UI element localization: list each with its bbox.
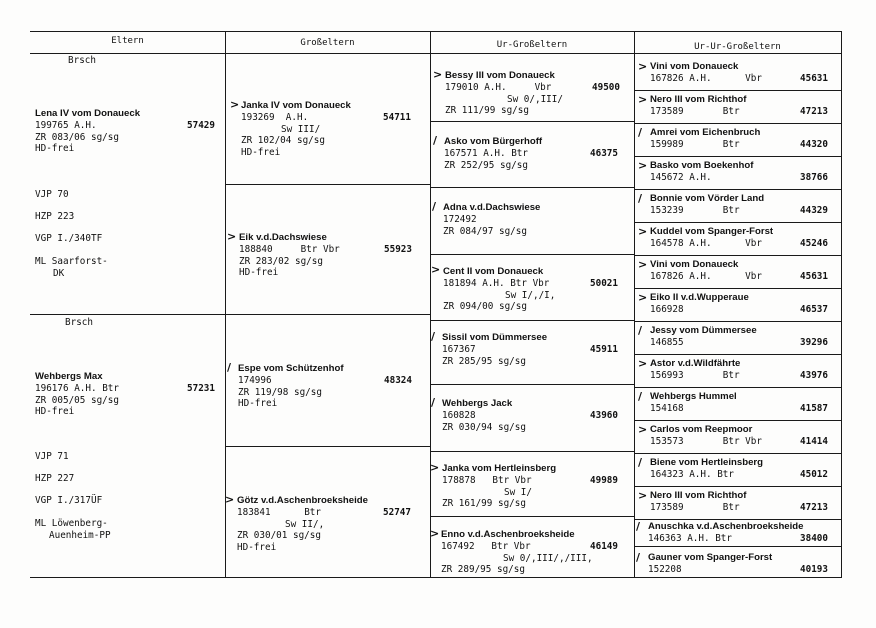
reg-number: 156993 [650,370,684,381]
result-hzp: HZP 223 [35,211,75,222]
gg-grandparent-entry [650,226,828,250]
result-ml: ML Saarforst- [35,256,108,267]
zr-line: ZR 119/98 sg/sg [238,386,322,398]
dog-code: 41414 [800,436,828,447]
reg-line [650,238,828,250]
reg-number: 164578 [650,238,684,249]
dog-code: 41587 [800,403,828,414]
male-arrow-icon: > [430,461,440,474]
great-grandparent-entry [442,332,618,367]
gg-grandparent-entry [648,552,828,576]
reg-line [442,475,618,487]
reg-number: 193269 [241,112,275,123]
reg-number: 181894 [443,278,477,289]
result-ml: ML Löwenberg- [35,518,108,529]
dog-name: Janka vom Hertleinsberg [442,463,557,474]
sw-line: Sw I/,/I, [505,289,556,301]
gggp-divider [634,222,841,223]
female-slash-icon: / [227,361,232,374]
reg-number: 153573 [650,436,684,447]
reg-number: 160828 [442,410,476,421]
result-vjp: VJP 71 [35,451,69,462]
parent-breed: Brsch [65,317,93,328]
dog-titles: A.H. Btr Vbr [482,278,550,289]
dog-code: 57429 [187,120,215,131]
dog-code: 46149 [590,541,618,552]
gg-grandparent-entry [650,358,828,382]
gg-grandparent-entry [650,127,828,151]
reg-line [444,148,618,160]
dog-name: Janka IV vom Donaueck [241,100,351,111]
gg-grandparent-entry [650,94,828,118]
female-slash-icon: / [638,324,643,337]
sw-line: Sw 0/,III/,/III, [503,552,593,564]
gp-divider-2 [225,314,430,315]
zr-line: ZR 285/95 sg/sg [442,355,526,367]
reg-number: 172492 [443,214,477,225]
dog-titles: A.H. [74,120,97,131]
zr-line: ZR 083/06 sg/sg [35,131,119,143]
reg-number: 145672 [650,172,684,183]
ggp-divider [430,384,634,385]
hd-line: HD-frei [238,398,278,409]
dog-code: 40193 [800,564,828,575]
male-arrow-icon: > [227,230,237,243]
dog-name: Espe vom Schützenhof [238,363,344,374]
dog-name: Basko vom Boekenhof [650,160,754,171]
dog-name: Kuddel vom Spanger-Forst [650,226,774,237]
gg-grandparent-entry [650,457,828,481]
male-arrow-icon: > [225,493,235,506]
reg-number: 152208 [648,564,682,575]
dog-name: Eiko II v.d.Wupperaue [650,292,749,303]
reg-line [650,502,828,514]
dog-code: 45246 [800,238,828,249]
dog-name: Bessy III vom Donaueck [445,70,555,81]
zr-line: ZR 102/04 sg/sg [241,135,325,146]
zr-line: ZR 084/97 sg/sg [443,225,527,237]
male-arrow-icon: > [638,357,648,370]
zr-line: ZR 030/01 sg/sg [237,530,321,541]
reg-line [241,112,411,124]
gggp-divider [634,420,841,421]
dog-titles: A.H. Vbr [689,238,762,249]
dog-code: 57231 [187,383,215,394]
dog-code: 48324 [384,375,412,386]
dog-titles: Btr [722,139,740,150]
dog-name: Enno v.d.Aschenbroeksheide [441,529,575,540]
reg-number: 146855 [650,337,684,348]
dog-name: Eik v.d.Dachswiese [239,232,327,243]
male-arrow-icon: > [638,291,648,304]
reg-number: 183841 [237,507,271,518]
reg-line [650,304,828,316]
col-divider-2 [430,31,431,577]
great-grandparent-entry [445,70,620,117]
result-ml-cont: DK [53,268,65,279]
gp-divider-1 [225,184,430,185]
result-hzp: HZP 227 [35,473,75,484]
dog-titles: Btr [722,106,740,117]
gg-grandparent-entry [650,259,828,283]
ggp-divider [430,516,634,517]
dog-name: Cent II vom Donaueck [443,266,544,277]
reg-line [648,533,828,545]
reg-number: 159989 [650,139,684,150]
gggp-divider [634,156,841,157]
gggp-divider [634,453,841,454]
dog-code: 46375 [590,148,618,159]
reg-line [650,106,828,118]
gggp-divider [634,123,841,124]
hd-line: HD-frei [35,406,75,417]
gggp-divider [634,486,841,487]
grandparent-entry [238,363,412,410]
parent-breed: Brsch [68,55,96,66]
male-arrow-icon: > [230,98,240,111]
male-arrow-icon: > [433,68,443,81]
dog-titles: A.H. Btr [483,148,528,159]
dog-name: Amrei vom Eichenbruch [650,127,761,138]
dog-name: Bonnie vom Vörder Land [650,193,765,204]
dog-titles: A.H. [689,172,712,183]
gggp-divider [634,546,841,547]
sw-line: Sw 0/,III/ [507,93,563,105]
dog-code: 45012 [800,469,828,480]
male-arrow-icon: > [638,258,648,271]
dog-code: 39296 [800,337,828,348]
reg-number: 173589 [650,106,684,117]
dog-titles: A.H. [285,112,309,123]
dog-titles: Btr [722,205,740,216]
male-arrow-icon: > [430,527,440,540]
reg-number: 154168 [650,403,684,414]
reg-number: 174996 [238,375,272,386]
male-arrow-icon: > [638,159,648,172]
dog-titles: Btr [722,370,740,381]
dog-name: Vini vom Donaueck [650,61,739,72]
dog-name: Nero III vom Richthof [650,490,747,501]
dog-name: Carlos vom Reepmoor [650,424,753,435]
dog-code: 54711 [383,112,411,123]
dog-code: 43960 [590,410,618,421]
ggp-divider [430,254,634,255]
reg-number: 167492 [441,541,475,552]
gggp-divider [634,354,841,355]
hd-line: HD-frei [237,541,277,553]
grandparent-entry [239,232,412,279]
gggp-divider [634,90,841,91]
female-slash-icon: / [638,390,643,403]
gggp-divider [634,387,841,388]
reg-number: 167826 [650,73,684,84]
dog-code: 47213 [800,502,828,513]
male-arrow-icon: > [638,423,648,436]
dog-titles: Btr Vbr [492,475,532,486]
col-divider-3 [634,31,635,577]
gg-grandparent-entry [650,490,828,514]
dog-code: 55923 [384,244,412,255]
dog-code: 46537 [800,304,828,315]
reg-line [443,278,618,290]
zr-line: ZR 252/95 sg/sg [444,159,528,171]
great-grandparent-entry [442,463,618,510]
reg-line [239,244,412,256]
dog-titles: A.H. Btr [74,383,119,394]
female-slash-icon: / [431,396,436,409]
gg-grandparent-entry [650,61,828,85]
reg-line [650,172,828,184]
reg-number: 178878 [442,475,476,486]
parents-divider [30,314,225,315]
sw-line: Sw I/ [504,486,532,498]
dog-name: Wehbergs Hummel [650,391,737,402]
result-vjp: VJP 70 [35,189,69,200]
great-grandparent-entry [441,529,618,576]
reg-line [237,507,411,519]
zr-line: ZR 283/02 sg/sg [239,255,323,267]
reg-number: 188840 [239,244,273,255]
dog-titles: Btr Vbr [491,541,531,552]
grandparent-entry [241,100,411,158]
results-block [35,446,111,541]
hd-line: HD-frei [239,267,279,278]
gg-grandparent-entry [650,160,828,184]
male-arrow-icon: > [431,263,441,276]
reg-line [445,82,620,94]
reg-line [650,370,828,382]
grandparent-entry [237,495,411,553]
reg-line [238,375,412,387]
male-arrow-icon: > [638,225,648,238]
gp-divider-3 [225,446,430,447]
result-vgp: VGP I./317ÜF [35,495,103,506]
ggp-divider [430,451,634,452]
dog-name: Astor v.d.Wildfährte [650,358,741,369]
gg-grandparent-entry [648,521,828,545]
reg-line [650,469,828,481]
great-grandparent-entry [443,266,618,313]
table-top-border [30,31,842,32]
great-grandparent-entry [444,136,618,171]
dog-code: 45631 [800,271,828,282]
female-slash-icon: / [638,192,643,205]
ggp-divider [430,121,634,122]
dog-titles: A.H. Vbr [689,73,762,84]
results-block [35,184,108,279]
zr-line: ZR 289/95 sg/sg [441,564,525,575]
reg-line [650,205,828,217]
reg-number: 164323 [650,469,684,480]
parent-dam-entry [35,371,215,418]
dog-name: Vini vom Donaueck [650,259,739,270]
dog-titles: A.H. Vbr [484,82,552,93]
dog-name: Lena IV vom Donaueck [35,108,141,119]
gggp-divider [634,255,841,256]
reg-line [35,383,215,395]
female-slash-icon: / [636,551,641,564]
hd-line: HD-frei [241,146,281,158]
reg-number: 167367 [442,344,476,355]
dog-titles: A.H. Vbr [689,271,762,282]
dog-code: 47213 [800,106,828,117]
male-arrow-icon: > [638,93,648,106]
dog-titles: Btr Vbr [722,436,762,447]
zr-line: ZR 161/99 sg/sg [442,498,526,509]
header-urgrosseltern: Ur-Großeltern [496,40,568,50]
reg-line [650,139,828,151]
dog-name: Sissil vom Dümmersee [442,332,548,343]
reg-line [650,403,828,415]
gggp-divider [634,321,841,322]
gggp-divider [634,519,841,520]
gg-grandparent-entry [650,325,828,349]
hd-line: HD-frei [35,143,75,154]
dog-code: 49989 [590,475,618,486]
dog-titles: Btr [722,502,740,513]
dog-name: Adna v.d.Dachswiese [443,202,541,213]
dog-code: 44320 [800,139,828,150]
sw-line: Sw II/, [285,518,325,530]
gggp-divider [634,189,841,190]
reg-number: 167826 [650,271,684,282]
great-grandparent-entry [443,202,618,237]
dog-name: Jessy vom Dümmersee [650,325,757,336]
header-bottom-border [30,53,842,54]
male-arrow-icon: > [638,60,648,73]
female-slash-icon: / [636,520,641,533]
female-slash-icon: / [638,456,643,469]
reg-line [650,73,828,85]
header-eltern: Eltern [111,36,144,46]
reg-number: 179010 [445,82,479,93]
zr-line: ZR 111/99 sg/sg [445,105,529,116]
reg-number: 173589 [650,502,684,513]
ggp-divider [430,320,634,321]
dog-titles: Btr [304,507,321,518]
dog-name: Götz v.d.Aschenbroeksheide [237,495,368,506]
reg-line [441,541,618,553]
female-slash-icon: / [432,200,437,213]
reg-number: 199765 [35,120,69,131]
male-arrow-icon: > [638,489,648,502]
parent-sire-entry [35,108,215,155]
reg-number: 166928 [650,304,684,315]
dog-titles: Btr Vbr [300,244,340,255]
reg-line [442,344,618,356]
reg-line [648,564,828,576]
gg-grandparent-entry [650,193,828,217]
female-slash-icon: / [433,134,438,147]
reg-number: 153239 [650,205,684,216]
great-grandparent-entry [442,398,618,433]
gg-grandparent-entry [650,292,828,316]
result-vgp: VGP I./340TF [35,233,103,244]
zr-line: ZR 005/05 sg/sg [35,394,119,406]
reg-line [650,436,828,448]
reg-number: 146363 [648,533,682,544]
ggp-divider [430,187,634,188]
reg-line [442,410,618,422]
reg-number: 196176 [35,383,69,394]
dog-titles: A.H. Btr [689,469,734,480]
dog-code: 45911 [590,344,618,355]
reg-number: 167571 [444,148,478,159]
gg-grandparent-entry [650,424,828,448]
dog-name: Asko vom Bürgerhoff [444,136,543,147]
gg-grandparent-entry [650,391,828,415]
dog-code: 38766 [800,172,828,183]
dog-code: 49500 [592,82,620,93]
header-ururgrosseltern: Ur-Ur-Großeltern [694,42,781,52]
dog-name: Gauner vom Spanger-Forst [648,552,773,563]
dog-code: 52747 [383,507,411,518]
dog-name: Nero III vom Richthof [650,94,747,105]
dog-name: Wehbergs Jack [442,398,513,409]
female-slash-icon: / [431,330,436,343]
result-ml-cont: Auenheim-PP [49,530,111,541]
dog-code: 45631 [800,73,828,84]
reg-line [650,271,828,283]
sw-line: Sw III/ [281,123,321,135]
header-grosseltern: Großeltern [300,38,355,48]
dog-code: 50021 [590,278,618,289]
dog-name: Biene vom Hertleinsberg [650,457,764,468]
dog-titles: A.H. Btr [687,533,732,544]
gggp-divider [634,288,841,289]
dog-code: 38400 [800,533,828,544]
dog-code: 44329 [800,205,828,216]
right-border [841,31,842,577]
dog-code: 43976 [800,370,828,381]
dog-name: Anuschka v.d.Aschenbroeksheide [648,521,804,532]
reg-line [35,120,215,132]
female-slash-icon: / [638,126,643,139]
dog-name: Wehbergs Max [35,371,103,382]
table-bottom-border [30,577,842,578]
zr-line: ZR 094/00 sg/sg [443,301,527,312]
reg-line [650,337,828,349]
zr-line: ZR 030/94 sg/sg [442,421,526,433]
